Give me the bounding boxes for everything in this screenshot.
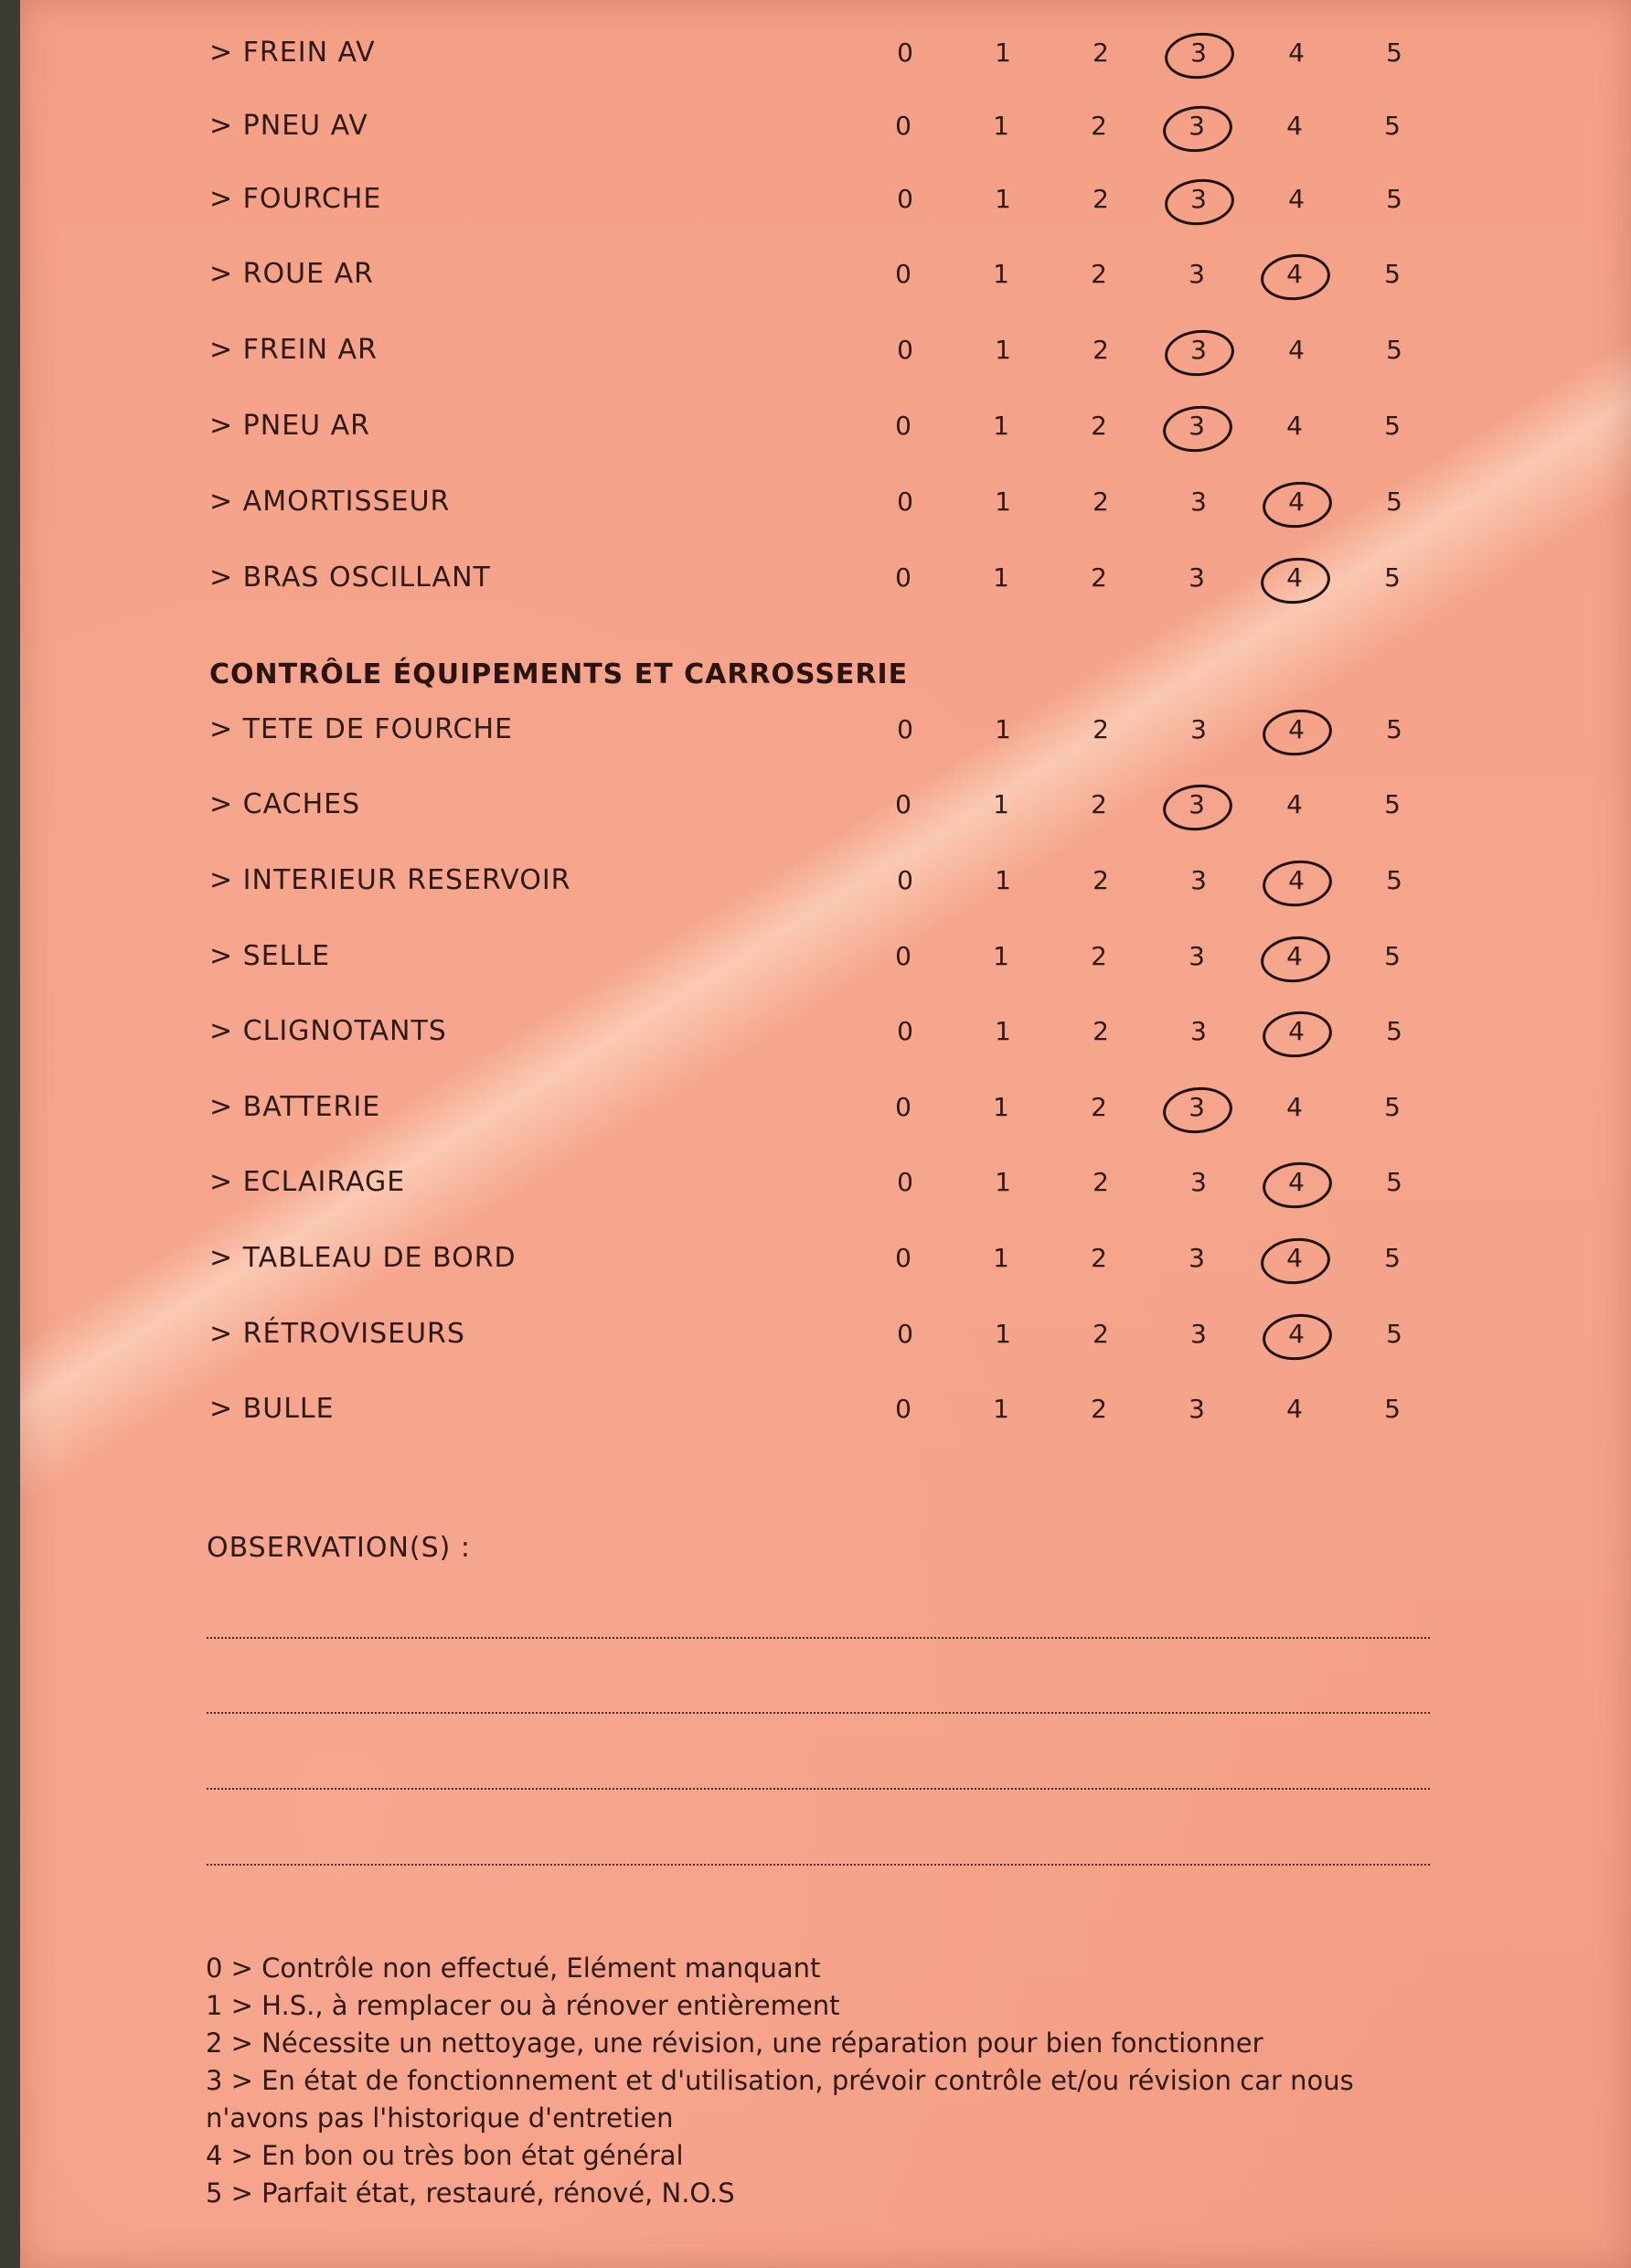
rating-option-1[interactable]: 1: [993, 789, 1009, 819]
observation-line-1[interactable]: [207, 1637, 1430, 1639]
checklist-row-roue-ar: [20, 247, 1631, 302]
rating-option-1[interactable]: 1: [993, 411, 1009, 441]
rating-legend: [206, 1950, 1449, 2212]
inspection-sheet: [20, 0, 1631, 2268]
rating-option-0[interactable]: 0: [895, 562, 911, 593]
rating-option-5[interactable]: 5: [1386, 335, 1402, 365]
item-label: > INTERIEUR RESERVOIR: [209, 864, 571, 896]
legend-line-4: 4 > En bon ou très bon état général: [206, 2140, 684, 2171]
rating-option-2[interactable]: 2: [1091, 1243, 1107, 1273]
observation-line-4[interactable]: [207, 1864, 1430, 1866]
rating-option-4[interactable]: 4: [1274, 702, 1319, 757]
rating-option-0[interactable]: 0: [897, 487, 913, 517]
rating-option-3[interactable]: 3: [1189, 259, 1205, 289]
rating-option-0[interactable]: 0: [897, 1016, 913, 1046]
rating-option-1[interactable]: 1: [995, 1016, 1011, 1046]
rating-option-3[interactable]: 3: [1190, 487, 1207, 517]
rating-option-1[interactable]: 1: [995, 865, 1011, 895]
rating-option-4[interactable]: 4: [1288, 37, 1305, 68]
rating-option-5[interactable]: 5: [1386, 1167, 1402, 1197]
rating-option-5[interactable]: 5: [1386, 865, 1402, 895]
checklist-row-retroviseurs: [20, 1307, 1631, 1362]
section-title: CONTRÔLE ÉQUIPEMENTS ET CARROSSERIE: [209, 658, 909, 690]
checklist-row-amortisseur: [20, 475, 1631, 530]
rating-option-4[interactable]: 4: [1272, 247, 1317, 302]
rating-option-0[interactable]: 0: [897, 184, 913, 214]
observation-line-2[interactable]: [207, 1712, 1430, 1714]
rating-option-5[interactable]: 5: [1384, 941, 1401, 971]
item-label: > AMORTISSEUR: [209, 486, 451, 518]
checklist-row-caches: [20, 777, 1631, 832]
rating-option-5[interactable]: 5: [1384, 1092, 1401, 1122]
rating-option-5[interactable]: 5: [1384, 111, 1401, 141]
checklist-row-pneu-ar: [20, 399, 1631, 454]
checklist-row-frein-av: [20, 26, 1631, 80]
rating-option-3[interactable]: 3: [1174, 777, 1220, 832]
item-label: > PNEU AR: [209, 410, 371, 442]
rating-option-0[interactable]: 0: [895, 411, 911, 441]
rating-option-3[interactable]: 3: [1174, 99, 1220, 154]
rating-option-5[interactable]: 5: [1384, 1243, 1401, 1273]
rating-option-0[interactable]: 0: [897, 37, 913, 68]
rating-option-2[interactable]: 2: [1091, 1394, 1107, 1424]
checklist-row-fourche: [20, 172, 1631, 227]
checklist-row-clignotants: [20, 1004, 1631, 1059]
rating-option-2[interactable]: 2: [1093, 184, 1109, 214]
rating-option-2[interactable]: 2: [1093, 335, 1109, 365]
item-label: > ROUE AR: [209, 258, 374, 290]
rating-option-0[interactable]: 0: [895, 259, 911, 289]
item-label: > FREIN AR: [209, 334, 378, 366]
rating-option-3[interactable]: 3: [1189, 562, 1205, 593]
rating-option-2[interactable]: 2: [1091, 111, 1107, 141]
rating-option-4[interactable]: 4: [1286, 111, 1303, 141]
rating-option-1[interactable]: 1: [995, 1319, 1011, 1349]
rating-option-5[interactable]: 5: [1384, 259, 1401, 289]
rating-option-5[interactable]: 5: [1386, 1016, 1402, 1046]
rating-option-5[interactable]: 5: [1386, 1319, 1402, 1349]
rating-option-2[interactable]: 2: [1093, 1319, 1109, 1349]
rating-option-0[interactable]: 0: [897, 1319, 913, 1349]
rating-option-4[interactable]: 4: [1286, 1092, 1303, 1122]
rating-option-2[interactable]: 2: [1091, 562, 1107, 593]
checklist-row-batterie: [20, 1080, 1631, 1135]
rating-option-5[interactable]: 5: [1386, 714, 1402, 744]
rating-option-1[interactable]: 1: [993, 111, 1009, 141]
rating-option-4[interactable]: 4: [1272, 929, 1317, 984]
rating-option-3[interactable]: 3: [1174, 1080, 1220, 1135]
rating-option-1[interactable]: 1: [995, 487, 1011, 517]
rating-option-0[interactable]: 0: [895, 1243, 911, 1273]
rating-option-5[interactable]: 5: [1384, 411, 1401, 441]
item-label: > CLIGNOTANTS: [209, 1015, 447, 1047]
rating-option-3[interactable]: 3: [1190, 714, 1207, 744]
rating-option-1[interactable]: 1: [993, 562, 1009, 593]
checklist-row-pneu-av: [20, 99, 1631, 154]
checklist-row-tableau-de-bord: [20, 1231, 1631, 1286]
item-label: > BULLE: [209, 1393, 335, 1425]
rating-option-4[interactable]: 4: [1274, 1004, 1319, 1059]
legend-line-1: 1 > H.S., à remplacer ou à rénover entièrement: [206, 1990, 840, 2021]
rating-option-4[interactable]: 4: [1274, 853, 1319, 908]
legend-line-3: 3 > En état de fonctionnement et d'utilisation, prévoir contrôle et/ou révision car nous: [206, 2065, 1354, 2096]
item-label: > CACHES: [209, 788, 361, 820]
rating-option-5[interactable]: 5: [1384, 562, 1401, 593]
rating-option-0[interactable]: 0: [895, 111, 911, 141]
checklist-row-interieur-reservoir: [20, 853, 1631, 908]
rating-option-3[interactable]: 3: [1189, 941, 1205, 971]
rating-option-3[interactable]: 3: [1174, 399, 1220, 454]
rating-option-0[interactable]: 0: [895, 789, 911, 819]
legend-line-0: 0 > Contrôle non effectué, Elément manquant: [206, 1952, 821, 1984]
rating-option-1[interactable]: 1: [995, 1167, 1011, 1197]
rating-option-4[interactable]: 4: [1286, 1394, 1303, 1424]
rating-option-1[interactable]: 1: [995, 335, 1011, 365]
rating-option-4[interactable]: 4: [1274, 1155, 1319, 1210]
rating-option-3[interactable]: 3: [1176, 172, 1221, 227]
rating-option-2[interactable]: 2: [1091, 411, 1107, 441]
rating-option-4[interactable]: 4: [1274, 1307, 1319, 1362]
checklist-row-bulle: [20, 1382, 1631, 1437]
checklist-row-bras-oscillant: [20, 551, 1631, 605]
rating-option-2[interactable]: 2: [1093, 865, 1109, 895]
rating-option-5[interactable]: 5: [1386, 184, 1402, 214]
rating-option-5[interactable]: 5: [1384, 789, 1401, 819]
item-label: > BATTERIE: [209, 1091, 381, 1123]
rating-option-5[interactable]: 5: [1386, 487, 1402, 517]
rating-option-2[interactable]: 2: [1091, 789, 1107, 819]
rating-option-0[interactable]: 0: [895, 1394, 911, 1424]
rating-option-3[interactable]: 3: [1176, 323, 1221, 378]
rating-option-0[interactable]: 0: [897, 865, 913, 895]
rating-option-0[interactable]: 0: [895, 1092, 911, 1122]
rating-option-2[interactable]: 2: [1091, 259, 1107, 289]
rating-option-4[interactable]: 4: [1288, 184, 1305, 214]
rating-option-1[interactable]: 1: [993, 1092, 1009, 1122]
rating-option-0[interactable]: 0: [895, 941, 911, 971]
checklist-row-frein-ar: [20, 323, 1631, 378]
rating-option-5[interactable]: 5: [1384, 1394, 1401, 1424]
rating-option-2[interactable]: 2: [1093, 1016, 1109, 1046]
legend-line-3-cont: n'avons pas l'historique d'entretien: [206, 2102, 674, 2134]
checklist-row-eclairage: [20, 1155, 1631, 1210]
rating-option-3[interactable]: 3: [1189, 1243, 1205, 1273]
rating-option-4[interactable]: 4: [1288, 335, 1305, 365]
rating-option-1[interactable]: 1: [993, 259, 1009, 289]
rating-option-1[interactable]: 1: [995, 37, 1011, 68]
item-label: > PNEU AV: [209, 110, 368, 142]
item-label: > TABLEAU DE BORD: [209, 1242, 517, 1274]
rating-option-4[interactable]: 4: [1286, 411, 1303, 441]
observations-title: OBSERVATION(S) :: [207, 1532, 471, 1564]
rating-option-1[interactable]: 1: [995, 184, 1011, 214]
rating-option-1[interactable]: 1: [993, 941, 1009, 971]
rating-option-2[interactable]: 2: [1093, 37, 1109, 68]
rating-option-4[interactable]: 4: [1274, 475, 1319, 530]
rating-option-3[interactable]: 3: [1190, 1319, 1207, 1349]
rating-option-3[interactable]: 3: [1190, 1016, 1207, 1046]
item-label: > ECLAIRAGE: [209, 1166, 406, 1198]
rating-option-2[interactable]: 2: [1093, 487, 1109, 517]
rating-option-3[interactable]: 3: [1176, 26, 1221, 80]
rating-option-1[interactable]: 1: [995, 714, 1011, 744]
rating-option-4[interactable]: 4: [1286, 789, 1303, 819]
rating-option-4[interactable]: 4: [1272, 551, 1317, 605]
rating-option-5[interactable]: 5: [1386, 37, 1402, 68]
checklist-row-tete-de-fourche: [20, 702, 1631, 757]
legend-line-5: 5 > Parfait état, restauré, rénové, N.O.S: [206, 2177, 735, 2209]
item-label: > FOURCHE: [209, 183, 382, 215]
observation-line-3[interactable]: [207, 1788, 1430, 1790]
rating-option-2[interactable]: 2: [1093, 714, 1109, 744]
legend-line-2: 2 > Nécessite un nettoyage, une révision, une réparation pour bien fonctionner: [206, 2027, 1263, 2059]
item-label: > SELLE: [209, 940, 331, 972]
rating-option-0[interactable]: 0: [897, 335, 913, 365]
rating-option-2[interactable]: 2: [1091, 941, 1107, 971]
rating-option-3[interactable]: 3: [1190, 865, 1207, 895]
item-label: > RÉTROVISEURS: [209, 1318, 465, 1350]
rating-option-4[interactable]: 4: [1272, 1231, 1317, 1286]
item-label: > FREIN AV: [209, 37, 376, 69]
rating-option-0[interactable]: 0: [897, 714, 913, 744]
rating-option-1[interactable]: 1: [993, 1394, 1009, 1424]
rating-option-3[interactable]: 3: [1189, 1394, 1205, 1424]
rating-option-3[interactable]: 3: [1190, 1167, 1207, 1197]
item-label: > TETE DE FOURCHE: [209, 713, 513, 745]
rating-option-0[interactable]: 0: [897, 1167, 913, 1197]
checklist-row-selle: [20, 929, 1631, 984]
item-label: > BRAS OSCILLANT: [209, 562, 491, 594]
rating-option-1[interactable]: 1: [993, 1243, 1009, 1273]
rating-option-2[interactable]: 2: [1091, 1092, 1107, 1122]
rating-option-2[interactable]: 2: [1093, 1167, 1109, 1197]
